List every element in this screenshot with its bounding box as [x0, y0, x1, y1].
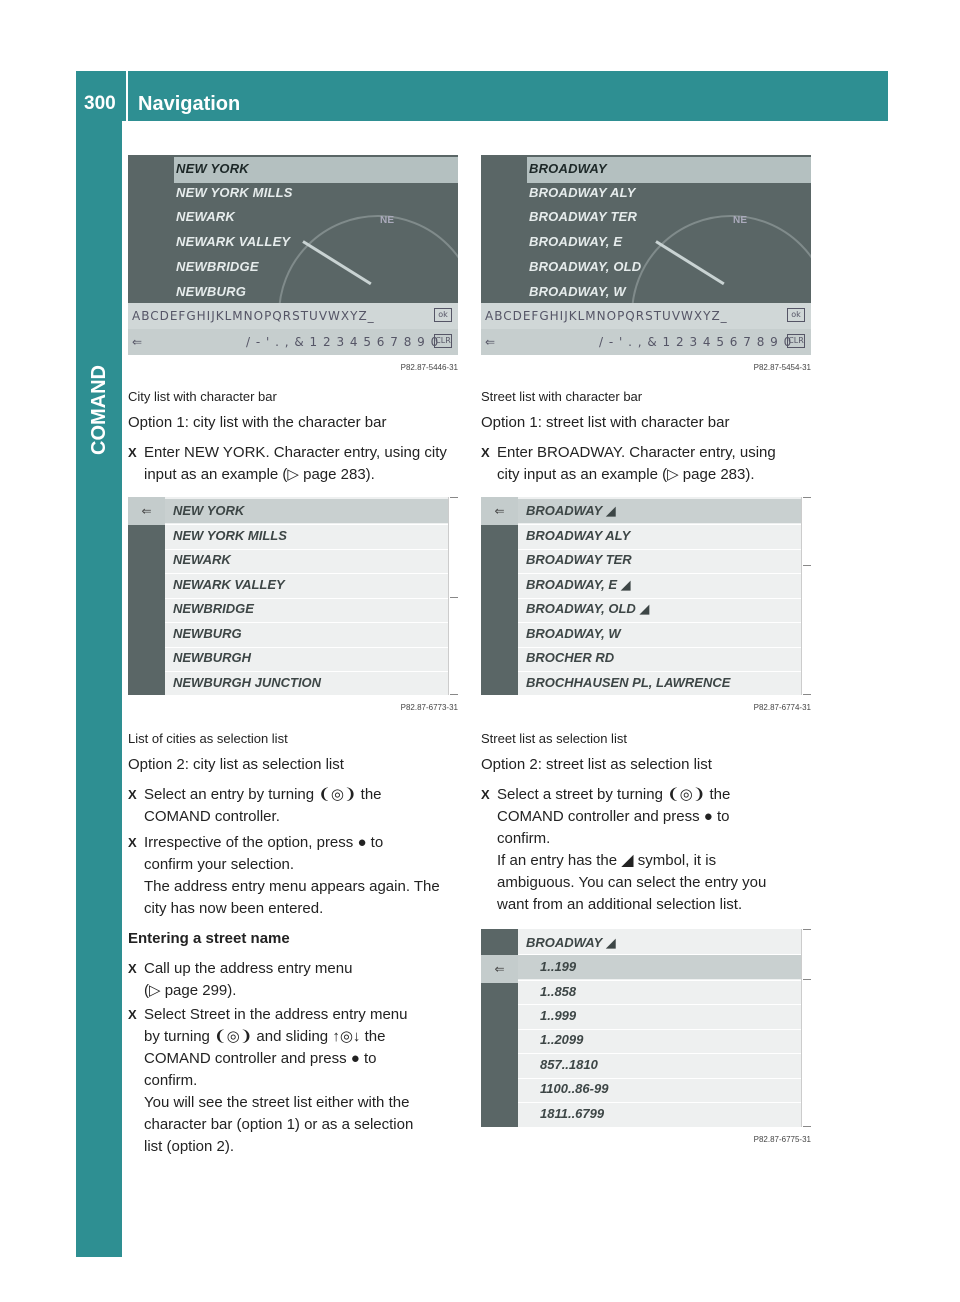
back-icon: ⇐: [132, 335, 144, 349]
list-item: BROCHER RD: [526, 650, 615, 665]
list-item: NEWARK VALLEY: [176, 234, 291, 249]
list-item: BROADWAY TER: [526, 552, 632, 567]
list-item: NEWBURGH JUNCTION: [173, 675, 322, 690]
city-list-char-bar-screenshot: [128, 155, 458, 355]
street-list-char-bar-screenshot: [481, 155, 811, 355]
list-item: NEWBRIDGE: [176, 259, 259, 274]
list-header: BROADWAY ◢: [526, 935, 616, 950]
clr-key: CLR: [434, 334, 452, 348]
caption: List of cities as selection list: [128, 731, 288, 746]
page-number: 300: [84, 93, 116, 114]
option-heading: Option 2: street list as selection list: [481, 756, 712, 773]
ambiguous-symbol-icon: ◢: [621, 852, 634, 869]
list-item: BROADWAY, W: [529, 284, 626, 299]
back-icon: ⇐: [485, 335, 497, 349]
image-code: P82.87-6775-31: [753, 1135, 811, 1144]
list-item: 1..199: [540, 959, 577, 974]
list-item: BROADWAY ALY: [529, 185, 636, 200]
image-code: P82.87-6774-31: [753, 703, 811, 712]
city-selection-list-screenshot: [128, 497, 458, 695]
caption: City list with character bar: [128, 389, 277, 404]
list-item: 1..858: [540, 984, 577, 999]
back-icon: ⇐: [481, 497, 518, 525]
list-item: NEW YORK: [173, 503, 245, 518]
character-bar-letters: ABCDEFGHIJKLMNOPQRSTUVWXYZ_ ok: [128, 303, 458, 329]
list-item: BROADWAY TER: [529, 209, 638, 224]
list-item: NEW YORK MILLS: [176, 185, 293, 200]
list-item: NEWBURG: [173, 626, 242, 641]
compass-mark: NE: [380, 215, 395, 226]
list-item: BROADWAY ◢: [526, 503, 616, 518]
option-heading: Option 2: city list as selection list: [128, 756, 344, 773]
ok-key: ok: [787, 308, 805, 322]
scrollbar: [801, 929, 811, 1127]
address-range-selection-screenshot: [481, 929, 811, 1127]
caption: Street list with character bar: [481, 389, 643, 404]
list-item: NEWBURG: [176, 284, 247, 299]
list-item: BROCHHAUSEN PL, LAWRENCE: [526, 675, 731, 690]
list-item: BROADWAY, W: [526, 626, 621, 641]
ok-key: ok: [434, 308, 452, 322]
option-heading: Option 1: street list with character bar: [481, 414, 730, 431]
list-item: 857..1810: [540, 1057, 598, 1072]
list-item: BROADWAY, E: [529, 234, 623, 249]
list-item: BROADWAY, E ◢: [526, 577, 631, 592]
character-bar-letters: ABCDEFGHIJKLMNOPQRSTUVWXYZ_ ok: [481, 303, 811, 329]
caption: Street list as selection list: [481, 731, 627, 746]
image-code: P82.87-5454-31: [753, 363, 811, 372]
image-code: P82.87-6773-31: [400, 703, 458, 712]
list-item: NEW YORK MILLS: [173, 528, 287, 543]
list-item: BROADWAY, OLD: [529, 259, 642, 274]
header-separator: [126, 71, 128, 121]
list-item: NEW YORK: [176, 161, 249, 176]
list-item: 1..2099: [540, 1032, 584, 1047]
street-selection-list-screenshot: [481, 497, 811, 695]
page-header: [76, 71, 888, 121]
list-item: NEWARK VALLEY: [173, 577, 285, 592]
back-icon: ⇐: [128, 497, 165, 525]
scrollbar: [448, 497, 458, 695]
character-bar-symbols: ⇐ / - ' . , & 1 2 3 4 5 6 7 8 9 0 CLR: [128, 329, 458, 355]
page-title: Navigation: [138, 93, 241, 115]
list-item: NEWBRIDGE: [173, 601, 254, 616]
list-item: BROADWAY, OLD ◢: [526, 601, 650, 616]
list-item: NEWARK: [176, 209, 235, 224]
back-icon: ⇐: [481, 955, 518, 983]
list-item: 1811..6799: [540, 1106, 605, 1121]
list-item: NEWBURGH: [173, 650, 251, 665]
list-item: BROADWAY: [529, 161, 607, 176]
compass-mark: NE: [733, 215, 748, 226]
character-bar-symbols: ⇐ / - ' . , & 1 2 3 4 5 6 7 8 9 0 CLR: [481, 329, 811, 355]
list-item: NEWARK: [173, 552, 231, 567]
scrollbar: [801, 497, 811, 695]
list-item: BROADWAY ALY: [526, 528, 631, 543]
side-tab: [76, 121, 122, 1257]
side-tab-label: COMAND: [88, 365, 110, 455]
option-heading: Option 1: city list with the character bar: [128, 414, 387, 431]
clr-key: CLR: [787, 334, 805, 348]
list-item: 1..999: [540, 1008, 577, 1023]
section-heading: Entering a street name: [128, 930, 290, 947]
list-item: 1100..86-99: [540, 1081, 609, 1096]
image-code: P82.87-5446-31: [400, 363, 458, 372]
